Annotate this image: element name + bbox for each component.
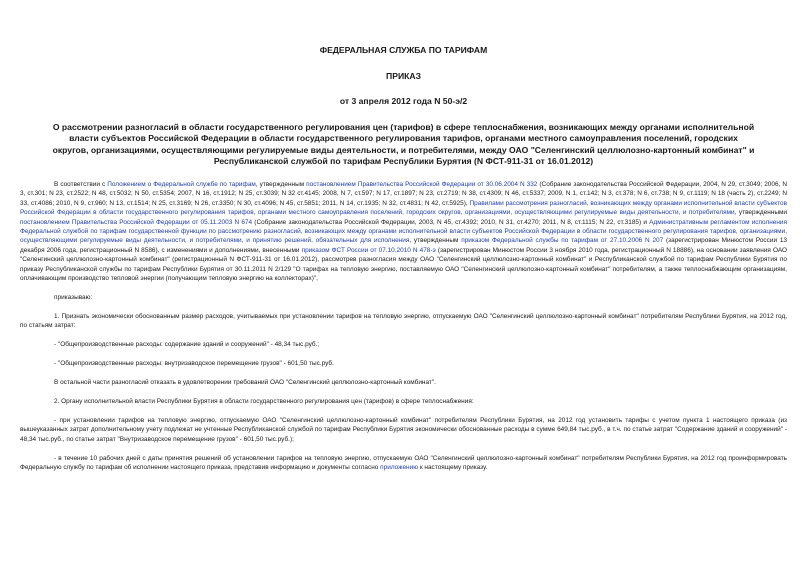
clause-2-item-1: - при установлении тарифов на тепловую энергию, отпускаемую ОАО "Селенгинский целлюлозно-картонный комбинат" потребителям Республики Бурятия, на 2012 год установить тарифы с учетом пункта 1 настоящего приказа (из вышеуказанных затрат дополнительному учету подлежат не учтенные Республиканской службой по тарифам Республики Бурятия экономически обоснованные расходы в сумме 649,84 тыс.руб., в т.ч. по статье затрат "Содержание зданий и сооружений" - 48,34 тыс.руб., по статье затрат "Внутризаводское перемещение грузов" - 601,50 тыс.руб.); bbox=[20, 416, 787, 443]
document-title: О рассмотрении разногласий в области государственного регулирования цен (тарифов) в сфере теплоснабжения, возникающих между органами исполнительной власти субъектов Российской Федерации в области государственного регулирования тарифов, органами местного самоуправления поселений, городских округов, организациями, осуществляющими регулируемые виды деятельности, и потребителями, между ОАО "Селенгинский целлюлозно-картонный комбинат" и Республиканской службой по тарифам Республики Бурятия (N ФСТ-911-31 от 16.01.2012) bbox=[52, 122, 755, 167]
spacer bbox=[20, 331, 787, 341]
preamble-text-3: (Собрание законодательства Российской Федерации, 2004, N 29, ст.3049; 2006, N 3, ст.301; N 23, ст.2522; N 48, ст.5032; N 50, ст.5354; 2007, N 16, ст.1912; N 25, ст.3039; N 32 ст.4145; 2008, N 7, ст.597; N 17, ст.1897; N 23, ст.2719; N 38, ст.4309; N 46, ст.5337; 2009, N 1, ст.142; N 3, ст.378; N 6, ст.738; N 9, ст.1119; N 18 (часть 2), ст.2249; N 33, ст.4086; 2010, N 9, ст.960; N 13, ст.1514; N 25, ст.3169; N 26, ст.3350; N 30, ст.4096; N 45, ст.5851; 2011, N 14, ст.1935; N 32, ст.4831; N 42, ст.5925), bbox=[20, 181, 787, 207]
link-government-resolution-674[interactable]: постановлением Правительства Российской Федерации от 05.11.2003 N 674 bbox=[20, 218, 253, 226]
link-appendix[interactable]: приложению bbox=[380, 463, 419, 471]
preamble-text-6: , утвержденным bbox=[409, 237, 462, 245]
clause-1: 1. Признать экономически обоснованным размер расходов, учитываемых при установлении тарифов на тепловую энергию, отпускаемую ОАО "Селенгинский целлюлозно-картонный комбинат" потребителям Республики Бурятия, на 2012 год, по статьям затрат: bbox=[20, 312, 787, 330]
link-dispute-rules[interactable]: Правилами рассмотрения разногласий, возникающих между органами исполнительной власти субъектов Российской Федерации в области государственного регулирования тарифов, органами местного самоуправления поселений, городских округов, организациями, осуществляющими регулируемые виды деятельности, и потребителями bbox=[20, 199, 787, 217]
clause-2-item-2-text-2: к настоящему приказу. bbox=[418, 463, 488, 471]
link-fst-order-478[interactable]: приказом ФСТ России от 07.10.2010 N 478-э bbox=[301, 246, 436, 254]
document-body bbox=[20, 180, 787, 472]
link-administrative-regulation[interactable]: Административным регламентом исполнения Федеральной службой по тарифам государственной функции по рассмотрению разногласий, возникающих между органами исполнительной власти субъектов Российской Федерации в области государственного регулирования тарифов, организациями, осуществляющими регулируемые виды деятельности, и потребителями, и принятию решений, обязательных для исполнения bbox=[20, 218, 787, 245]
link-government-resolution-332[interactable]: постановлением Правительства Российской Федерации от 30.06.2004 N 332 bbox=[306, 181, 538, 188]
spacer bbox=[20, 444, 787, 454]
spacer bbox=[20, 369, 787, 379]
link-fst-order-207[interactable]: приказом Федеральной службы по тарифам от 27.10.2006 N 207 bbox=[461, 237, 664, 245]
document-type: ПРИКАЗ bbox=[386, 71, 421, 81]
clause-2: 2. Органу исполнительной власти Республики Бурятия в области государственного регулирования цен (тарифов) в сфере теплоснабжения: bbox=[54, 397, 474, 405]
clause-1-item-2: - "Общепроизводственные расходы: внутризаводское перемещение грузов" - 601,50 тыс.руб. bbox=[54, 360, 334, 368]
spacer bbox=[20, 302, 787, 312]
clause-2-item-2-text-1: - в течение 10 рабочих дней с даты принятия решений об установлении тарифов на тепловую энергию, отпускаемую ОАО "Селенгинский целлюлозно-картонный комбинат" потребителям Республики Бурятия, на 2012 год проинформировать Федеральную службу по тарифам об исполнении настоящего приказа, представив информацию и документы согласно bbox=[20, 454, 787, 471]
link-regulation-fst[interactable]: Положением о Федеральной службе по тарифам bbox=[107, 181, 256, 188]
preamble-text-7: (зарегистрирован Минюстом России 13 декабря 2006 года, регистрационный N 8586), с изменениями и дополнениями, внесенными bbox=[20, 237, 788, 254]
clause-1-item-1: - "Общепроизводственные расходы: содержание зданий и сооружений" - 48,34 тыс.руб.; bbox=[54, 341, 320, 349]
clause-1-rest: В остальной части разногласий отказать в удовлетворении требований ОАО "Селенгинский целлюлозно-картонный комбинат". bbox=[54, 379, 436, 386]
spacer bbox=[20, 406, 787, 416]
preamble-text-2: , утвержденным bbox=[255, 181, 307, 188]
preamble-paragraph bbox=[20, 180, 787, 283]
spacer bbox=[20, 283, 787, 293]
preamble-text-5: (Собрание законодательства Российской Федерации, 2003, N 45, ст.4392; 2010, N 31, ст.4270; 2011, N 8, ст.1115; N 22, ст.3185) и bbox=[252, 218, 650, 226]
preamble-text-4: , утвержденными bbox=[734, 209, 787, 217]
clause-2-item-2 bbox=[20, 454, 787, 473]
order-word: приказываю: bbox=[54, 293, 93, 301]
spacer bbox=[20, 350, 787, 360]
document-date-number: от 3 апреля 2012 года N 50-э/2 bbox=[339, 96, 468, 106]
preamble-text-8: (зарегистрирован Минюстом России 3 ноября 2010 года, регистрационный N 18886), на основании заявления ОАО "Селенгинский целлюлозно-картонный комбинат" (регистрационный N ФСТ-911-31 от 16.01.2012), рассмотрев разногласия между ОАО "Селенгинский целлюлозно-картонный комбинат" и Республиканской службой по тарифам Республики Бурятия по приказу Республиканской службы по тарифам Республики Бурятия от 30.11.2011 N 2/129 "О тарифах на тепловую энергию, поставляемую ОАО "Селенгинский целлюлозно-картонный комбинат" потребителям, а также теплоснабжающим организациям, оплачивающим производство тепловой энергии (получающим тепловую энергию на коллекторах)", bbox=[20, 246, 787, 283]
agency-name: ФЕДЕРАЛЬНАЯ СЛУЖБА ПО ТАРИФАМ bbox=[319, 45, 488, 55]
preamble-text-1: В соответствии с bbox=[54, 181, 108, 188]
spacer bbox=[20, 387, 787, 397]
